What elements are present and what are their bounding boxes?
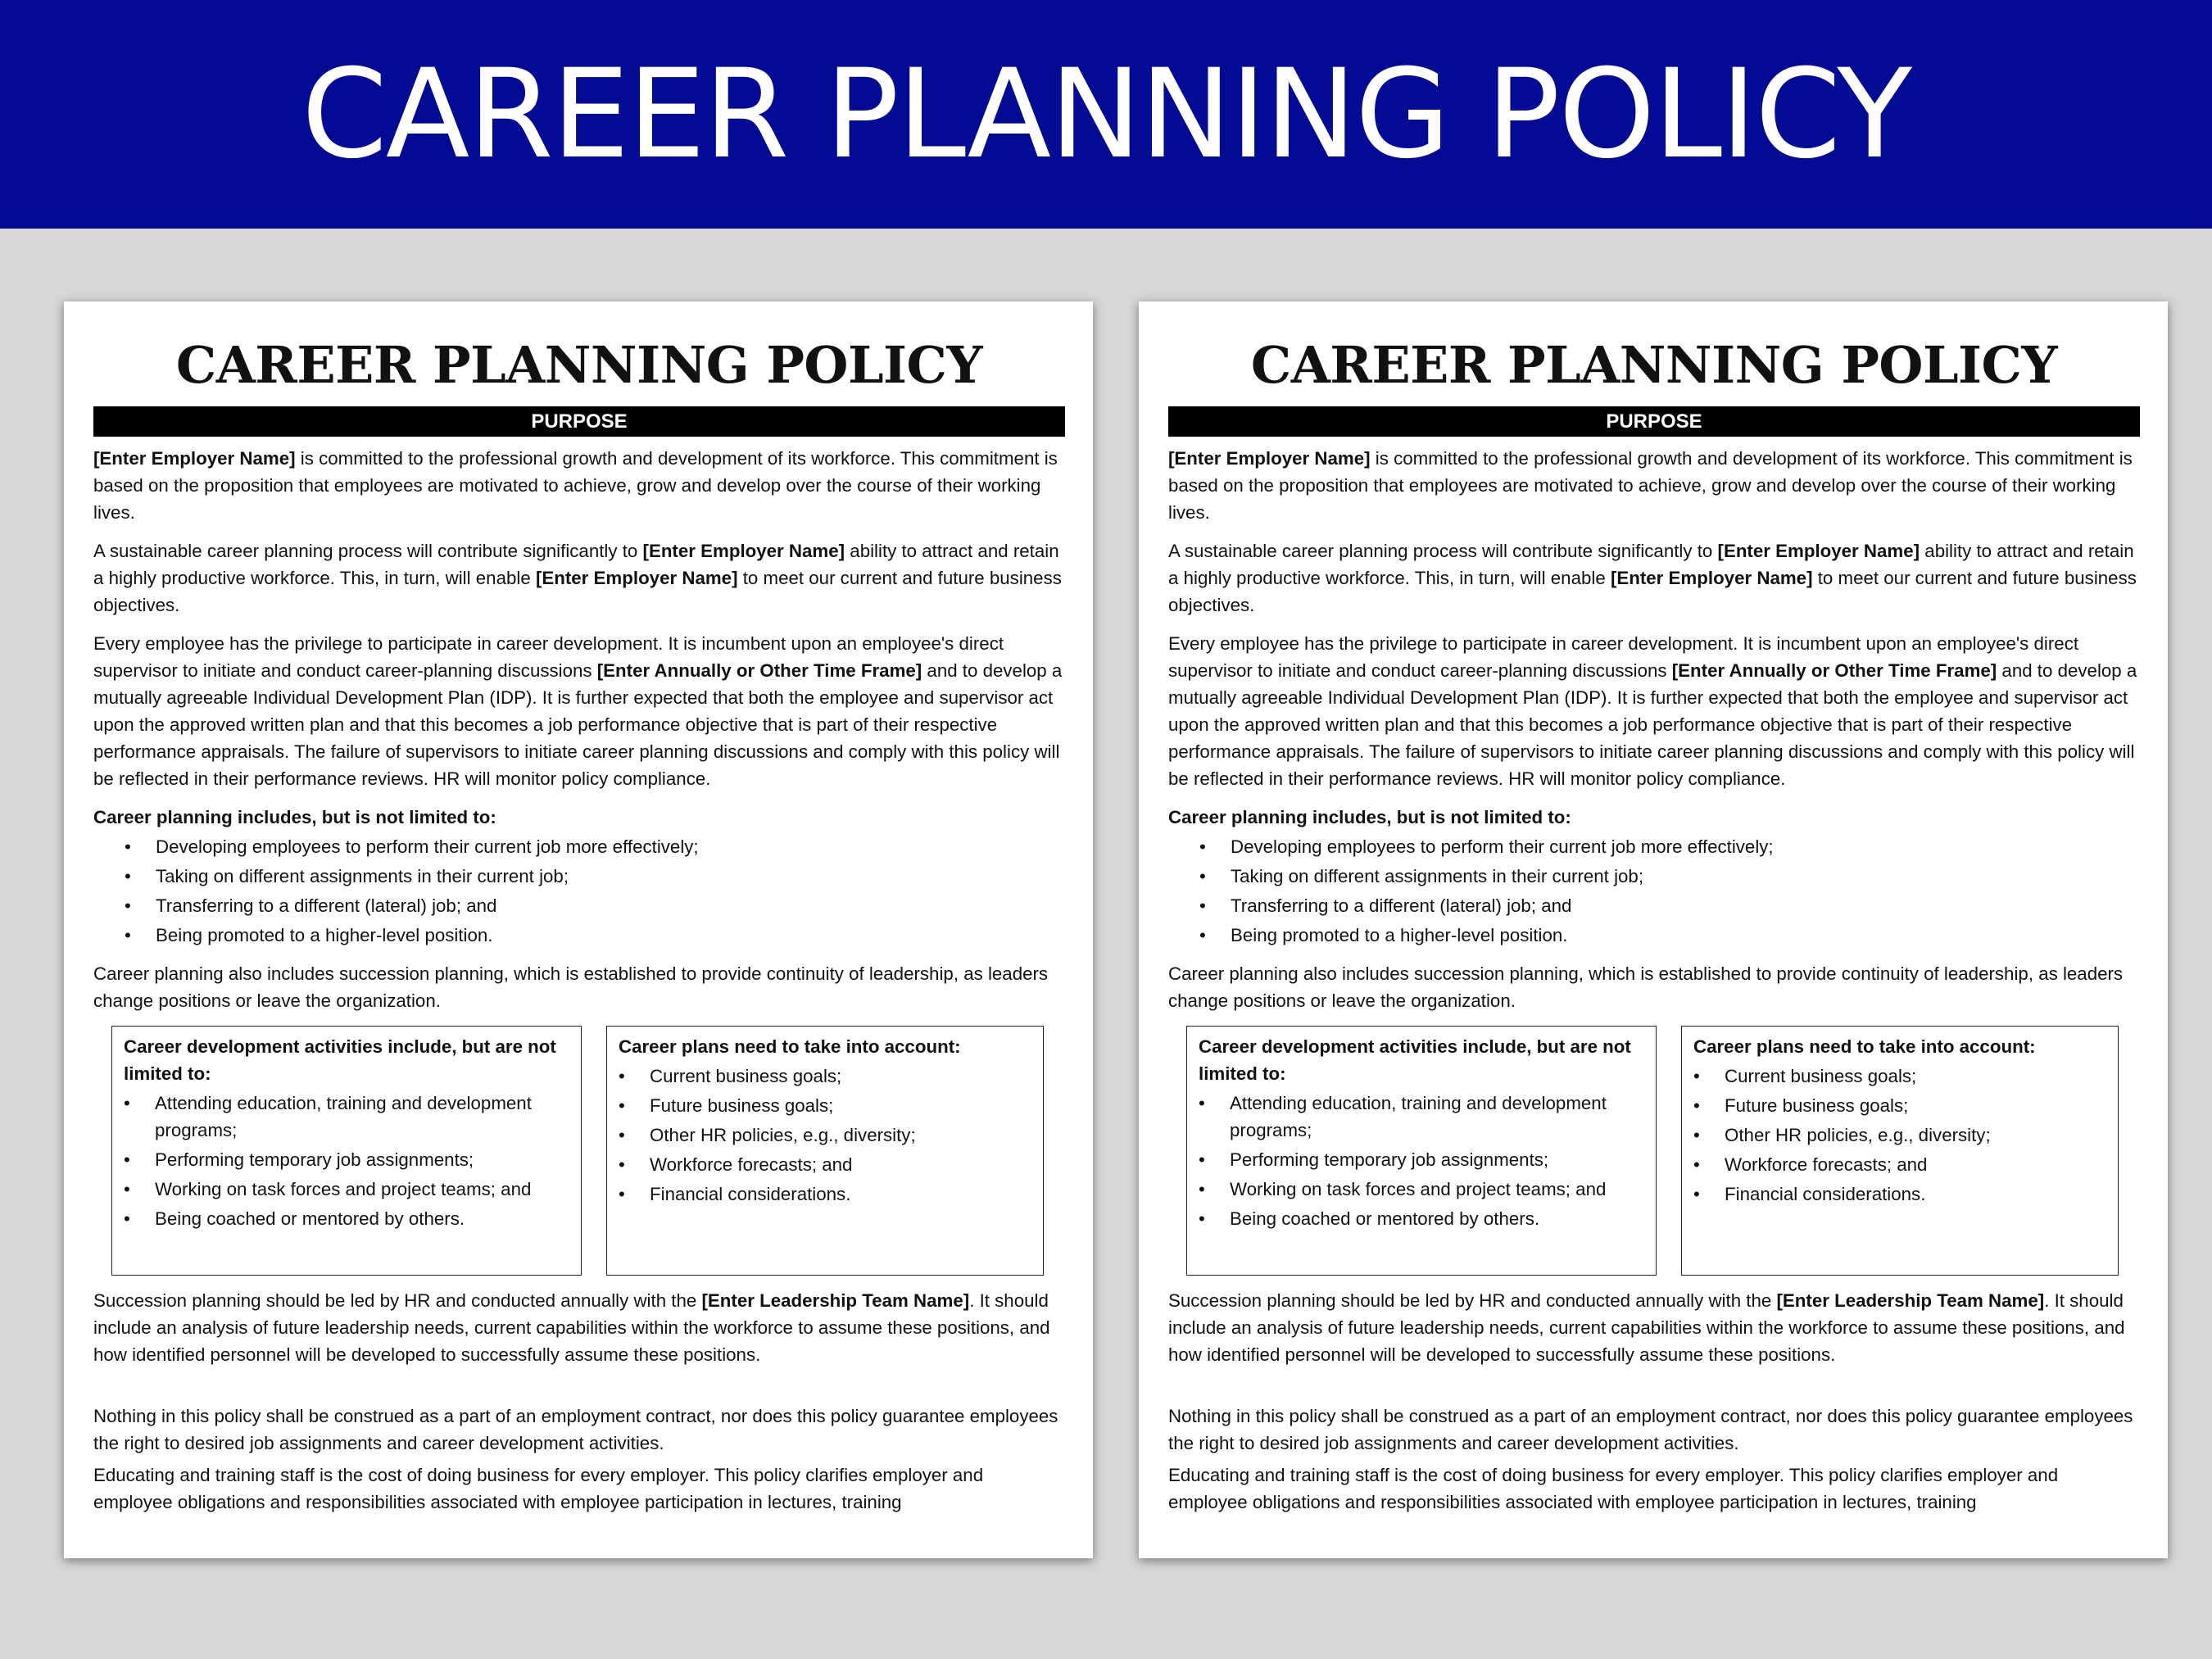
includes-heading: Career planning includes, but is not limited to: — [1168, 807, 1571, 827]
placeholder-time-frame: [Enter Annually or Other Time Frame] — [596, 660, 922, 681]
paragraph-4: Career planning also includes succession planning, which is established to provide continuity of leadership, as leaders change positions or leave the organization. — [93, 963, 1049, 1011]
section-heading-purpose: PURPOSE — [93, 406, 1065, 437]
list-item: • Being coached or mentored by others. — [124, 1205, 569, 1232]
document-title: CAREER PLANNING POLICY — [175, 335, 983, 395]
placeholder-employer-name: [Enter Employer Name] — [642, 541, 845, 561]
list-item: • Other HR policies, e.g., diversity; — [619, 1122, 1031, 1149]
box-career-plans — [606, 1026, 1044, 1276]
header-banner — [0, 0, 2212, 229]
info-boxes — [1186, 1026, 2119, 1276]
list-item: • Performing temporary job assignments; — [1199, 1146, 1644, 1173]
paragraph-5: Succession planning should be led by HR and conducted annually with the [Enter Leadership Team Name]. It should include an analysis of future leadership needs, current capabilities within the workforce to assume these positions, and how identified personnel will be developed to successfully assume these positions. — [93, 1290, 1050, 1365]
list-item: • Workforce forecasts; and — [1693, 1151, 2106, 1178]
list-item: • Taking on different assignments in their current job; — [125, 863, 1065, 890]
placeholder-time-frame: [Enter Annually or Other Time Frame] — [1671, 660, 1997, 681]
list-item: • Workforce forecasts; and — [619, 1151, 1031, 1178]
paragraph-5: Succession planning should be led by HR and conducted annually with the [Enter Leadership Team Name]. It should include an analysis of future leadership needs, current capabilities within the workforce to assume these positions, and how identified personnel will be developed to successfully assume these positions. — [1168, 1290, 2125, 1365]
includes-list — [125, 833, 1065, 949]
placeholder-employer-name: [Enter Employer Name] — [93, 448, 296, 469]
placeholder-leadership-team: [Enter Leadership Team Name] — [1776, 1290, 2045, 1311]
box-career-development-activities — [1186, 1026, 1657, 1276]
box-heading: Career development activities include, but are not limited to: — [1199, 1036, 1631, 1084]
paragraph-4: Career planning also includes succession planning, which is established to provide continuity of leadership, as leaders change positions or leave the organization. — [1168, 963, 2124, 1011]
list-item: • Transferring to a different (lateral) job; and — [1199, 892, 2140, 919]
list-item: • Taking on different assignments in their current job; — [1199, 863, 2140, 890]
list-item: • Other HR policies, e.g., diversity; — [1693, 1122, 2106, 1149]
paragraph-2: A sustainable career planning process will contribute significantly to [Enter Employer Name] ability to attract and retain a highly productive workforce. This, in turn, will enable [Enter Employer Name] to meet our current and future business objectives. — [1168, 541, 2137, 615]
list-item: • Financial considerations. — [1693, 1181, 2106, 1208]
list-item: • Attending education, training and development programs; — [124, 1090, 569, 1144]
paragraph-3: Every employee has the privilege to participate in career development. It is incumbent upon an employee's direct supervisor to initiate and conduct career-planning discussions [Enter Annually or Other Time Frame] and to develop a mutually agreeable Individual Development Plan (IDP). It is further expected that both the employee and supervisor act upon the approved written plan and that this becomes a job performance objective that is part of their respective performance appraisals. The failure of supervisors to initiate career planning discussions and comply with this policy will be reflected in their performance reviews. HR will monitor policy compliance. — [93, 633, 1063, 789]
paragraph-6: Nothing in this policy shall be construed as a part of an employment contract, nor does this policy guarantee employees the right to desired job assignments and career development activities. — [1168, 1406, 2133, 1453]
section-heading-purpose: PURPOSE — [1168, 406, 2140, 437]
list-item: • Developing employees to perform their current job more effectively; — [125, 833, 1065, 860]
document-page-left — [64, 301, 1093, 1558]
banner-title: CAREER PLANNING POLICY — [301, 43, 1911, 186]
paragraph-1: [Enter Employer Name] is committed to the professional growth and development of its workforce. This commitment is based on the proposition that employees are motivated to achieve, grow and develop over the course of their working lives. — [93, 448, 1058, 523]
list-item: • Performing temporary job assignments; — [124, 1146, 569, 1173]
paragraph-6: Nothing in this policy shall be construed as a part of an employment contract, nor does this policy guarantee employees the right to desired job assignments and career development activities. — [93, 1406, 1058, 1453]
box-career-development-activities — [111, 1026, 582, 1276]
list-item: • Attending education, training and development programs; — [1199, 1090, 1644, 1144]
info-boxes — [111, 1026, 1044, 1276]
list-item: • Current business goals; — [619, 1063, 1031, 1090]
list-item: • Developing employees to perform their current job more effectively; — [1199, 833, 2140, 860]
includes-list — [1199, 833, 2140, 949]
box-heading: Career development activities include, but are not limited to: — [124, 1036, 556, 1084]
includes-heading: Career planning includes, but is not limited to: — [93, 807, 496, 827]
paragraph-7: Educating and training staff is the cost of doing business for every employer. This policy clarifies employer and employee obligations and responsibilities associated with employee participation in lectures, training — [1168, 1465, 2059, 1512]
list-item: • Being promoted to a higher-level position. — [1199, 922, 2140, 949]
paragraph-1: [Enter Employer Name] is committed to the professional growth and development of its workforce. This commitment is based on the proposition that employees are motivated to achieve, grow and develop over the course of their working lives. — [1168, 448, 2133, 523]
paragraph-2: A sustainable career planning process will contribute significantly to [Enter Employer Name] ability to attract and retain a highly productive workforce. This, in turn, will enable [Enter Employer Name] to meet our current and future business objectives. — [93, 541, 1062, 615]
paragraph-3: Every employee has the privilege to participate in career development. It is incumbent upon an employee's direct supervisor to initiate and conduct career-planning discussions [Enter Annually or Other Time Frame] and to develop a mutually agreeable Individual Development Plan (IDP). It is further expected that both the employee and supervisor act upon the approved written plan and that this becomes a job performance objective that is part of their respective performance appraisals. The failure of supervisors to initiate career planning discussions and comply with this policy will be reflected in their performance reviews. HR will monitor policy compliance. — [1168, 633, 2137, 789]
box-heading: Career plans need to take into account: — [1693, 1036, 2036, 1057]
list-item: • Financial considerations. — [619, 1181, 1031, 1208]
list-item: • Working on task forces and project teams; and — [1199, 1176, 1644, 1203]
placeholder-employer-name: [Enter Employer Name] — [535, 568, 738, 588]
document-page-right — [1139, 301, 2168, 1558]
list-item: • Working on task forces and project teams; and — [124, 1176, 569, 1203]
list-item: • Current business goals; — [1693, 1063, 2106, 1090]
document-title: CAREER PLANNING POLICY — [1250, 335, 2058, 395]
list-item: • Being promoted to a higher-level position. — [125, 922, 1065, 949]
box-career-plans — [1681, 1026, 2119, 1276]
placeholder-employer-name: [Enter Employer Name] — [1168, 448, 1371, 469]
paragraph-7: Educating and training staff is the cost of doing business for every employer. This policy clarifies employer and employee obligations and responsibilities associated with employee participation in lectures, training — [93, 1465, 984, 1512]
placeholder-employer-name: [Enter Employer Name] — [1717, 541, 1920, 561]
list-item: • Future business goals; — [1693, 1092, 2106, 1119]
placeholder-employer-name: [Enter Employer Name] — [1610, 568, 1813, 588]
box-heading: Career plans need to take into account: — [619, 1036, 961, 1057]
list-item: • Future business goals; — [619, 1092, 1031, 1119]
list-item: • Transferring to a different (lateral) job; and — [125, 892, 1065, 919]
placeholder-leadership-team: [Enter Leadership Team Name] — [701, 1290, 970, 1311]
list-item: • Being coached or mentored by others. — [1199, 1205, 1644, 1232]
